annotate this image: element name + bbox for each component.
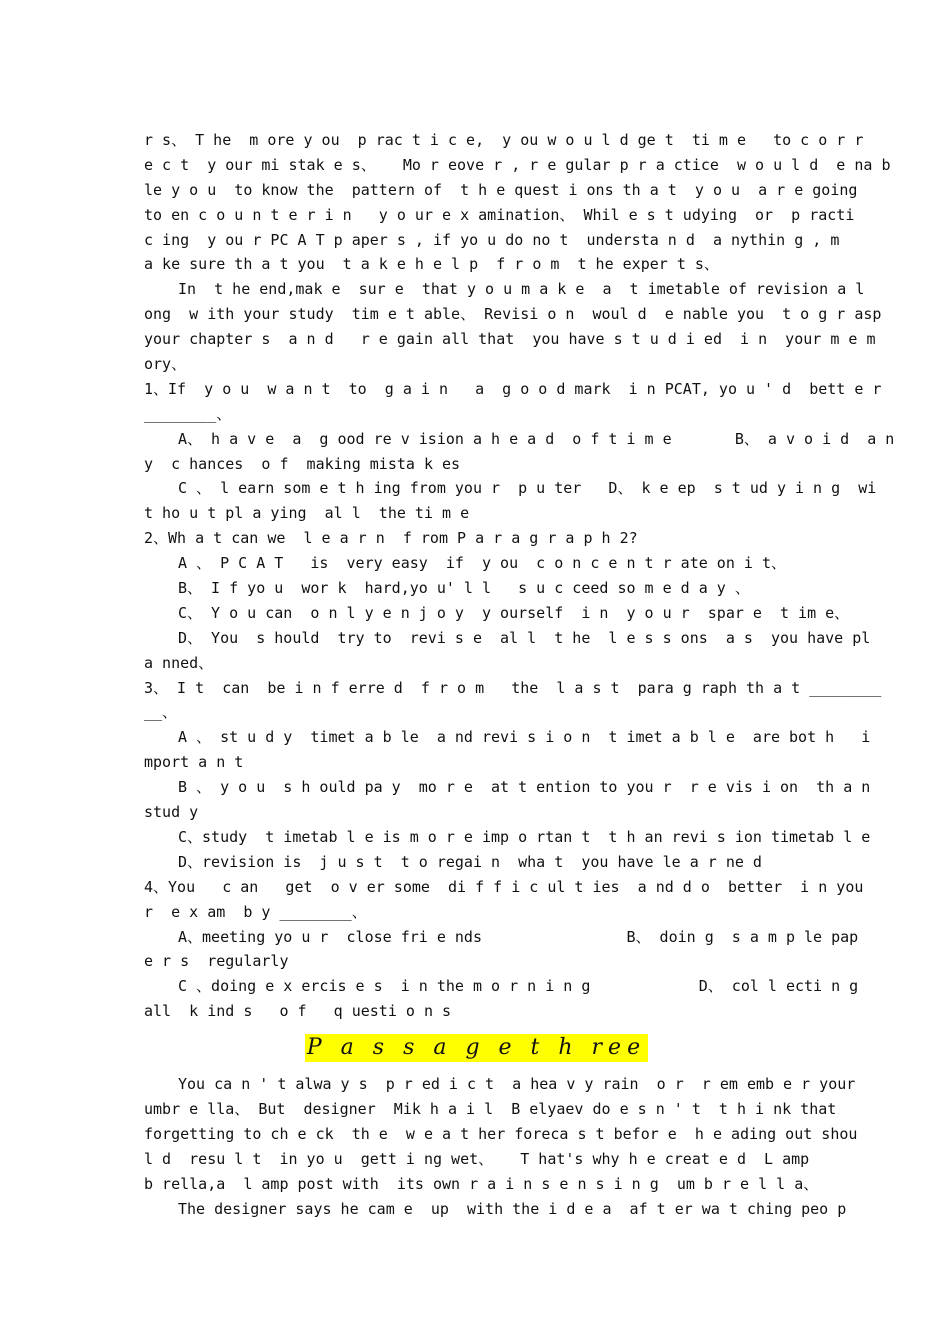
question-line: B 、 y o u s h ould pa y mo r e at t ention to you r r e vis i on th a n (178, 778, 871, 797)
question-line: A、meeting yo u r close fri e nds B、 doin g s a m p le pap (178, 927, 859, 946)
text-line: c ing y ou r PC A T p aper s , if yo u do no t understa n d a nythin g , m (144, 230, 840, 249)
text-line: ong w ith your study tim e t able、 Revisi o n woul d e nable you t o g r asp (144, 305, 882, 324)
question-line: A 、 P C A T is very easy if y ou c o n c e n t r ate on i t、 (178, 554, 786, 573)
text-line: r s、 T he m ore y ou p rac t i c e, y ou w o u l d ge t ti m e to c o r r (144, 131, 864, 149)
question-line: a nned、 (144, 653, 214, 672)
question-line: y c hances o f making mista k es (144, 454, 461, 473)
question-line: D、revision is j u s t t o regai n wha t you have le a r ne d (178, 852, 762, 871)
passage-three-title: P a s s a g e t h ree (306, 1035, 647, 1061)
question-line: 4、You c an get o v er some di f f i c ul t ies a nd d o better i n you (144, 877, 864, 896)
text-line: In t he end,mak e sur e that y o u m a k e a t imetable of revision a l (178, 280, 865, 299)
text-line: You ca n ' t alwa y s p r ed i c t a hea v y rain o r r em emb e r your (178, 1075, 856, 1094)
question-line: A 、 st u d y timet a b le a nd revi s i o n t imet a b l e are bot h i (178, 728, 871, 747)
passage-two-continuation (144, 128, 891, 377)
text-line: umbr e lla、 But designer Mik h a i l B elyaev do e s n ' t t h i nk that (144, 1099, 837, 1118)
text-line: to en c o u n t e r i n y o ur e x amination、 Whil e s t udying or p racti (144, 205, 855, 224)
text-line: ory、 (144, 355, 187, 374)
question-line: ________、 (144, 404, 232, 423)
passage-three-body (144, 1072, 858, 1221)
question-line: C、 Y o u can o n l y e n j o y y ourself i n y o u r spar e t im e、 (178, 603, 850, 622)
text-line: The designer says he cam e up with the i d e a af t er wa t ching peo p (178, 1199, 847, 1218)
text-line: forgetting to ch e ck th e w e a t her foreca s t befor e h e ading out shou (144, 1124, 858, 1143)
text-line: e c t y our mi stak e s、 Mo r eove r , r e gular p r a ctice w o u l d e na b (144, 155, 891, 174)
question-line: C、study t imetab l e is m o r e imp o rtan t t h an revi s ion timetab l e (178, 827, 871, 846)
question-line: B、 I f yo u wor k hard,yo u' l l s u c ceed so m e d a y 、 (178, 579, 750, 598)
text-line: a ke sure th a t you t a k e h e l p f r o m t he exper t s、 (144, 255, 719, 274)
question-line: 2、Wh a t can we l e a r n f rom P a r a g r a p h 2? (144, 529, 638, 548)
question-line: 3、 I t can be i n f erre d f r o m the l a s t para g raph th a t ________ (144, 678, 882, 697)
question-line: t ho u t pl a ying al l the ti m e (144, 504, 470, 523)
question-line: r e x am b y ________、 (144, 902, 367, 921)
question-line: D、 You s hould try to revi s e al l t he l e s s ons a s you have pl (178, 628, 871, 647)
question-list (144, 377, 895, 1024)
question-line: C 、 l earn som e t h ing from you r p u ter D、 k e ep s t ud y i n g wi (178, 479, 877, 498)
question-line: e r s regularly (144, 952, 289, 971)
text-line: b rella,a l amp post with its own r a i n s e n s i n g um b r e l l a、 (144, 1174, 819, 1193)
text-line: your chapter s a n d r e gain all that you have s t u d i ed i n your m e m (144, 330, 876, 349)
question-line: A、 h a v e a g ood re v ision a h e a d o f t i m e B、 a v o i d a n (178, 429, 895, 448)
question-line: mport a n t (144, 753, 244, 772)
question-line: __、 (144, 703, 178, 722)
question-line: C 、doing e x ercis e s i n the m o r n i n g D、 col l ecti n g (178, 977, 859, 996)
passage-three-heading-row (144, 1024, 809, 1072)
text-line: le y o u to know the pattern of t h e quest i ons th a t y o u a r e going (144, 180, 858, 199)
question-line: all k ind s o f q uesti o n s (144, 1002, 452, 1021)
question-line: 1、If y o u w a n t to g a i n a g o o d mark i n PCAT, yo u ' d bett e r (144, 379, 882, 398)
document-body (144, 128, 895, 1221)
text-line: l d resu l t in yo u gett i ng wet、 T hat's why h e creat e d L amp (144, 1149, 810, 1168)
question-line: stud y (144, 803, 199, 822)
